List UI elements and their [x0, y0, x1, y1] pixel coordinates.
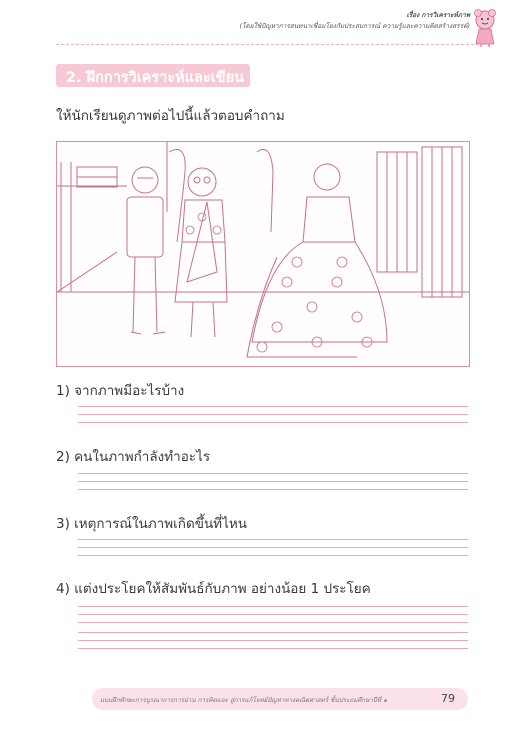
answer-line[interactable]	[78, 547, 468, 548]
answer-line[interactable]	[78, 632, 468, 633]
section-title: 2. ฝึกการวิเคราะห์และเขียน	[66, 70, 245, 86]
header-topic: เรื่อง การวิเคราะห์ภาพ	[406, 11, 470, 19]
page-number: 79	[441, 692, 455, 705]
answer-line[interactable]	[78, 648, 468, 649]
answer-line[interactable]	[78, 489, 468, 490]
answer-line[interactable]	[78, 539, 468, 540]
mascot-icon	[472, 8, 498, 48]
answer-line[interactable]	[78, 640, 468, 641]
question-3: 3) เหตุการณ์ในภาพเกิดขึ้นที่ไหน	[56, 516, 247, 532]
question-4: 4) แต่งประโยคให้สัมพันธ์กับภาพ อย่างน้อย 1 ประโยค	[56, 581, 371, 597]
header-divider	[56, 44, 484, 45]
answer-line[interactable]	[78, 614, 468, 615]
question-2: 2) คนในภาพกำลังทำอะไร	[56, 449, 211, 465]
answer-line[interactable]	[78, 406, 468, 407]
header-subtitle: (โดยใช้ปัญหาการสนทนาเชื่อมโยงกับประสบการณ์ ความรู้และความคิดสร้างสรรค์)	[239, 22, 470, 30]
answer-line[interactable]	[78, 422, 468, 423]
answer-line[interactable]	[78, 622, 468, 623]
line-art-illustration	[57, 142, 469, 366]
running-header	[239, 10, 470, 32]
answer-line[interactable]	[78, 606, 468, 607]
question-1: 1) จากภาพมีอะไรบ้าง	[56, 383, 185, 399]
answer-line[interactable]	[78, 555, 468, 556]
instruction-text: ให้นักเรียนดูภาพต่อไปนี้แล้วตอบคำถาม	[56, 108, 285, 124]
answer-line[interactable]	[78, 473, 468, 474]
answer-line[interactable]	[78, 481, 468, 482]
footer-book-title: แบบฝึกทักษะการบูรณาการการอ่าน การคิดและ สู่การแก้โจทย์ปัญหาทางคณิตศาสตร์ ชั้นประถมศึกษาปีที่ ๑	[100, 697, 388, 704]
illustration-shop-scene	[56, 141, 470, 367]
answer-line[interactable]	[78, 414, 468, 415]
